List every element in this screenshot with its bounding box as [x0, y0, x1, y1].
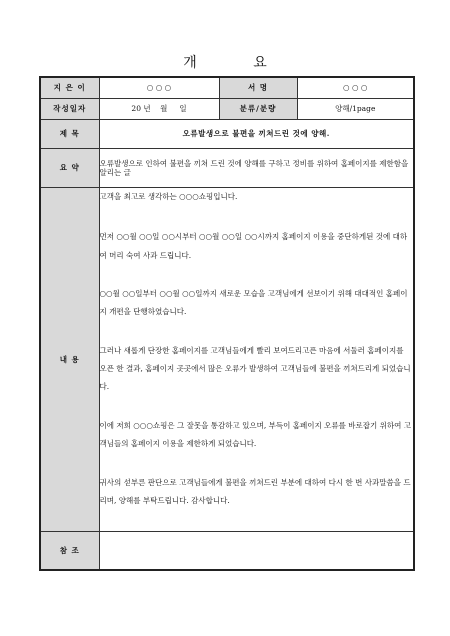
summary-form [39, 76, 415, 571]
content-paragraph: ○○월 ○○일부터 ○○월 ○○일까지 새로운 모습을 고객님에게 선보이기 위해 대대적인 홈페이지 개편을 단행하였습니다. [99, 288, 408, 317]
date-year: 20 년 [131, 104, 151, 113]
signature-label: 서 명 [219, 77, 297, 98]
summary-row [40, 148, 414, 187]
content-paragraph: 이에 저희 ○○○쇼핑은 그 잘못을 통감하고 있으며, 부득이 홈페이지 오류를 바로잡기 위하여 고객님들의 홈페이지 이용을 제한하게 되었습니다. [99, 420, 411, 449]
signature-value: ○ ○ ○ [297, 77, 414, 98]
document-title: 개 요 [183, 55, 293, 71]
author-value: ○ ○ ○ [99, 77, 219, 98]
author-row [40, 77, 414, 98]
date-row [40, 98, 414, 119]
date-day: 일 [179, 104, 187, 113]
summary-text: 오류발생으로 인하여 불편을 끼쳐 드린 것에 양해를 구하고 정비를 위하여 홈페이지를 제한함을 알리는 글 [99, 148, 414, 187]
reference-value [99, 531, 414, 570]
content-paragraph: 고객을 최고로 생각하는 ○○○쇼핑입니다. [99, 191, 238, 201]
subject-label: 제 목 [40, 119, 99, 148]
date-month: 월 [160, 104, 168, 113]
content-paragraph: 먼저 ○○월 ○○일 ○○시부터 ○○월 ○○일 ○○시까지 홈페이지 이용을 중단하게된 것에 대하여 머리 숙여 사과 드립니다. [99, 232, 408, 260]
category-value: 양해/1page [297, 98, 414, 119]
reference-row [40, 531, 414, 570]
content-label: 내 용 [40, 187, 99, 531]
content-paragraph: 귀사의 섣부른 판단으로 고객님들에게 불편을 끼쳐드린 부분에 대하여 다시 한 번 사과말씀을 드리며, 양해를 부탁드립니다. 감사합니다. [99, 477, 411, 505]
date-value [99, 98, 219, 119]
summary-label: 요 약 [40, 148, 99, 187]
category-label: 분류/분량 [219, 98, 297, 119]
reference-label: 참 조 [40, 531, 99, 570]
author-label: 지 은 이 [40, 77, 99, 98]
subject-value: 오류발생으로 불편을 끼쳐드린 것에 양해. [99, 119, 414, 148]
content-row [40, 187, 414, 531]
content-paragraph: 그러나 새롭게 단장한 홈페이지를 고객님들에게 빨리 보여드리고픈 마음에 서둘러 홈페이지를 오픈 한 결과, 홈페이지 곳곳에서 많은 오류가 발생하여 고객님들에 불편을 끼쳐드리게 되었습니다. [99, 345, 411, 392]
content-body [99, 187, 414, 531]
subject-row [40, 119, 414, 148]
date-label: 작성일자 [40, 98, 99, 119]
